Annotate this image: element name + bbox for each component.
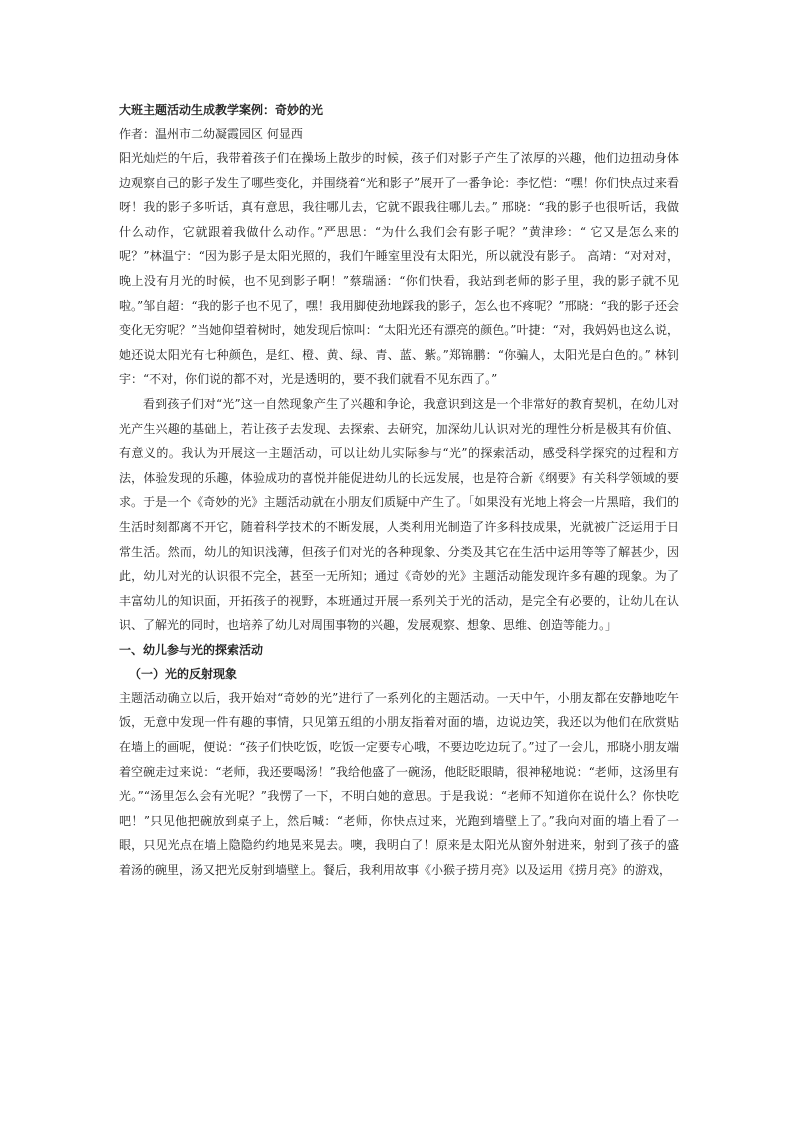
subsection-heading: （一）光的反射现象 xyxy=(129,666,238,681)
document-page xyxy=(119,98,679,883)
section-heading: 一、幼儿参与光的探索活动 xyxy=(119,642,264,657)
document-title: 大班主题活动生成教学案例：奇妙的光 xyxy=(119,103,324,117)
document-author: 作者：温州市二幼凝霞园区 何显西 xyxy=(119,127,303,141)
paragraph-intro: 阳光灿烂的午后，我带着孩子们在操场上散步的时候，孩子们对影子产生了浓厚的兴趣，他们边扭动身体边观察自己的影子发生了哪些变化，并围绕着“光和影子”展开了一番争论：李忆恺：“嘿！你们快点过来看呀！我的影子多听话，真有意思，我往哪儿去，它就不跟我往哪儿去。” 邢晓：“我的影子也很听话，我做什么动作，它就跟着我做什么动作。”严思思：“为什么我们会有影子呢？”黄津珍：“ 它又是怎么来的呢？”林温宁：“因为影子是太阳光照的，我们午睡室里没有太阳光，所以就没有影子。 高靖：“对对对，晚上没有月光的时候，也不见到影子啊！”蔡瑞涵：“你们快看，我站到老师的影子里，我的影子就不见啦。”邹自超：“我的影子也不见了，嘿！我用脚使劲地踩我的影子，怎么也不疼呢？”邢晓：“我的影子还会变化无穷呢？”当她仰望着树时，她发现后惊叫：“太阳光还有漂亮的颜色。”叶捷：“对，我妈妈也这么说，她还说太阳光有七种颜色，是红、橙、黄、绿、青、蓝、紫。”郑锦鹏：“你骗人，太阳光是白色的。” 林钊宇：“不对，你们说的都不对，光是透明的，要不我们就看不见东西了。” xyxy=(119,151,679,387)
paragraph-rationale: 看到孩子们对“光”这一自然现象产生了兴趣和争论，我意识到这是一个非常好的教育契机，在幼儿对光产生兴趣的基础上，若让孩子去发现、去探索、去研究，加深幼儿认识对光的理性分析是极其有价值、有意义的。我认为开展这一主题活动，可以让幼儿实际参与“光”的探索活动，感受科学探究的过程和方法，体验发现的乐趣，体验成功的喜悦并能促进幼儿的长远发展，也是符合新《纲要》有关科学领域的要求。于是一个《奇妙的光》主题活动就在小朋友们质疑中产生了。「如果没有光地上将会一片黑暗，我们的生活时刻都离不开它，随着科学技术的不断发展，人类利用光制造了许多科技成果，光就被广泛运用于日常生活。然而，幼儿的知识浅薄，但孩子们对光的各种现象、分类及其它在生活中运用等等了解甚少，因此，幼儿对光的认识很不完全，甚至一无所知；通过《奇妙的光》主题活动能发现许多有趣的现象。为了丰富幼儿的知识面，开拓孩子的视野，本班通过开展一系列关于光的活动，是完全有必要的，让幼儿在认识、了解光的同时，也培养了幼儿对周围事物的兴趣，发展观察、想象、思维、创造等能力。」 xyxy=(119,396,679,633)
paragraph-reflection: 主题活动确立以后，我开始对“奇妙的光”进行了一系列化的主题活动。一天中午，小朋友都在安静地吃午饭，无意中发现一件有趣的事情，只见第五组的小朋友指着对面的墙，边说边笑，我还以为他们在欣赏贴在墙上的画呢，便说：“孩子们快吃饭，吃饭一定要专心哦，不要边吃边玩了。”过了一会儿，邢晓小朋友端着空碗走过来说：“老师，我还要喝汤！”我给他盛了一碗汤，他眨眨眼睛，很神秘地说：“老师，这汤里有光。”“汤里怎么会有光呢？”我愣了一下，不明白她的意思。于是我说：“老师不知道你在说什么？你快吃吧！”只见他把碗放到桌子上，然后喊：“老师，你快点过来，光跑到墙壁上了。”我向对面的墙上看了一眼，只见光点在墙上隐隐约约地晃来晃去。噢，我明白了！原来是太阳光从窗外射进来，射到了孩子的盛着汤的碗里，汤又把光反射到墙壁上。餐后，我利用故事《小猴子捞月亮》以及运用《捞月亮》的游戏， xyxy=(119,690,679,878)
